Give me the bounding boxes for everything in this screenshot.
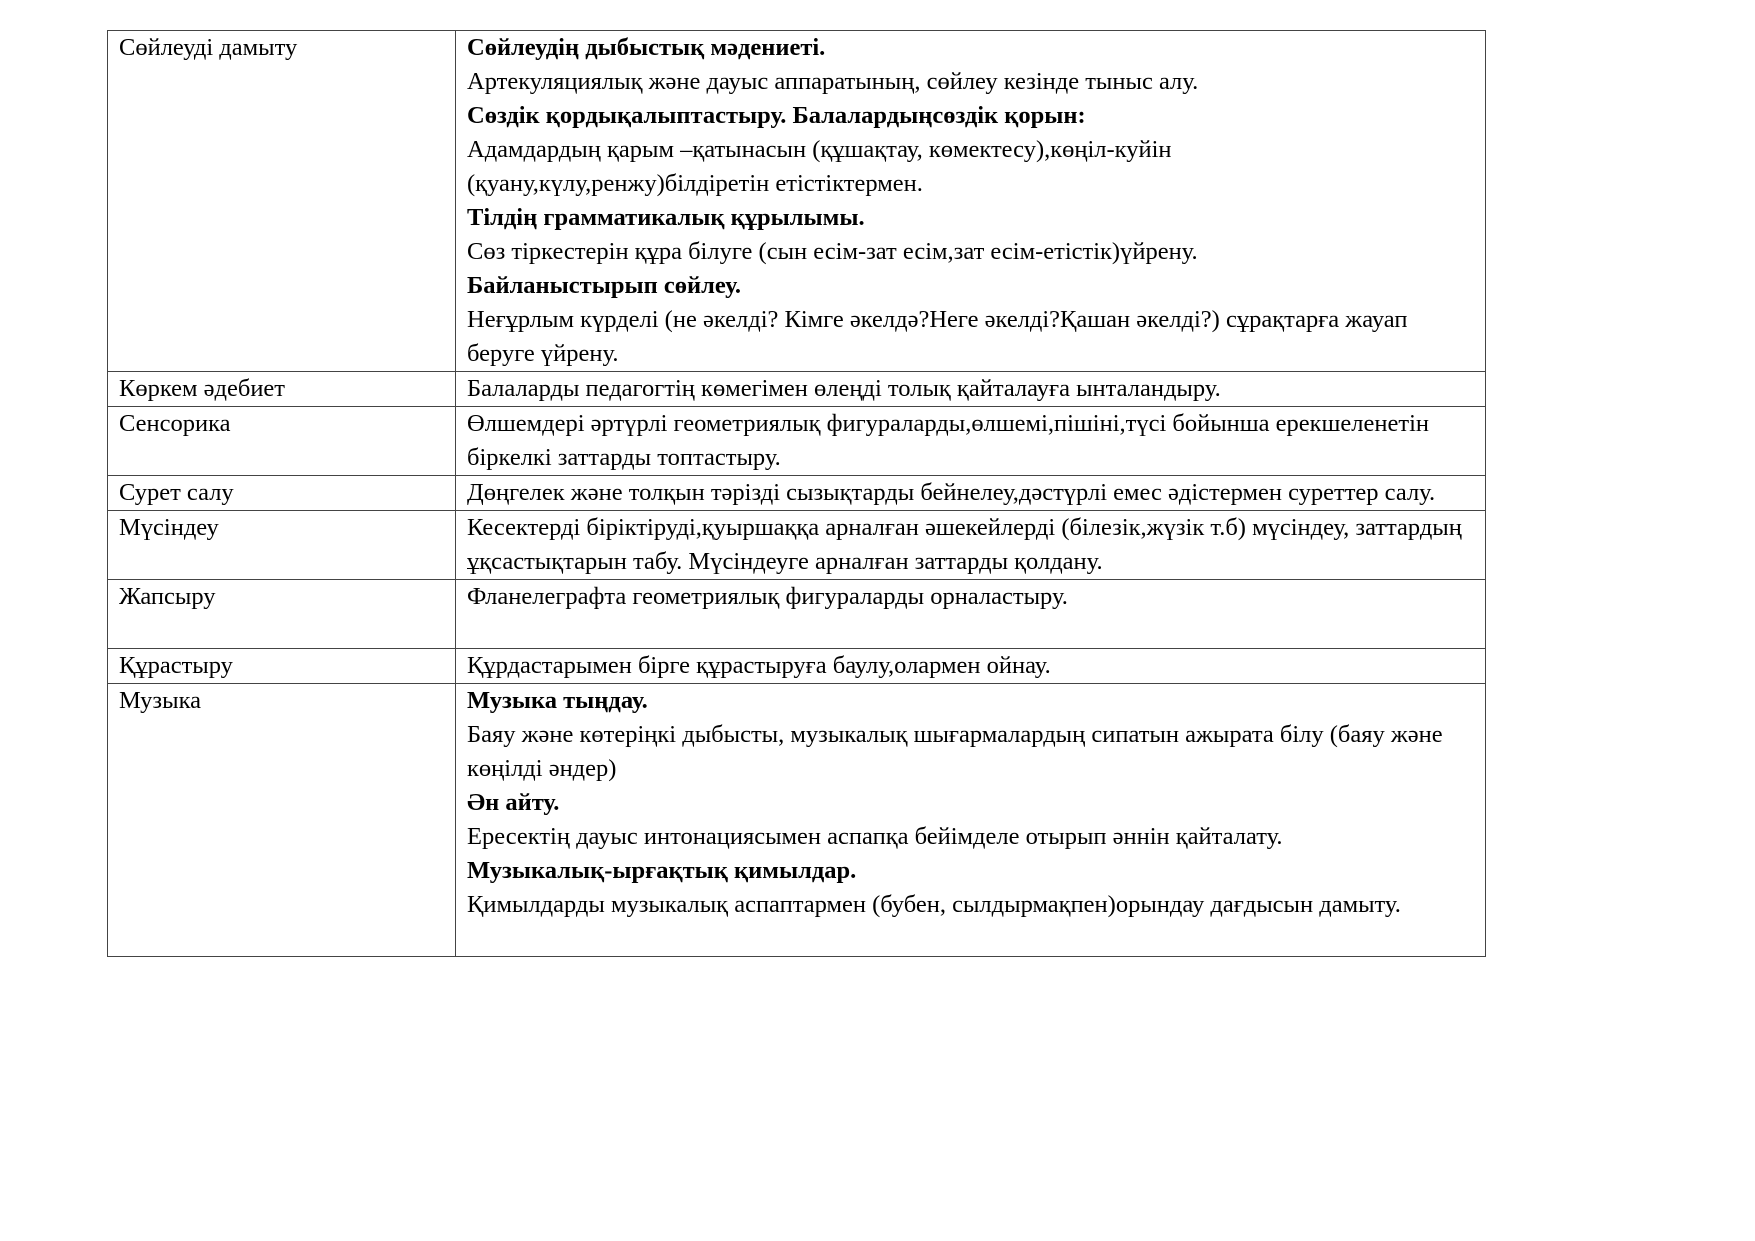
subject-cell: Музыка (108, 684, 456, 957)
section-heading: Байланыстырып сөйлеу. (467, 272, 742, 299)
content-text: Құрдастарымен бірге құрастыруға баулу,олармен ойнау. (467, 652, 1051, 679)
table-row (108, 476, 1486, 511)
content-text: Сөз тіркестерін құра білуге (сын есім-зат есім,зат есім-етістік)үйрену. (467, 238, 1198, 265)
content-cell (456, 31, 1486, 372)
content-cell (456, 684, 1486, 957)
subject-cell: Сурет салу (108, 476, 456, 511)
content-cell (456, 476, 1486, 511)
content-text: Өлшемдері әртүрлі геометриялық фигураларды,өлшемі,пішіні,түсі бойынша ерекшеленетін біркелкі заттарды топтастыру. (467, 410, 1430, 471)
content-text: Ересектің дауыс интонациясымен аспапқа бейімделе отырып әннін қайталату. (467, 823, 1283, 850)
content-text: Дөңгелек және толқын тәрізді сызықтарды бейнелеу,дәстүрлі емес әдістермен суреттер салу. (467, 479, 1436, 506)
table-row (108, 407, 1486, 476)
subject-cell: Көркем әдебиет (108, 372, 456, 407)
content-cell (456, 407, 1486, 476)
content-cell (456, 649, 1486, 684)
section-heading: Сөйлеудің дыбыстық мәдениеті. (467, 34, 826, 61)
table-row (108, 31, 1486, 372)
content-cell (456, 511, 1486, 580)
section-heading: Музыкалық-ырғақтық қимылдар. (467, 857, 857, 884)
section-heading: Сөздік қордықалыптастыру. Балалардыңсөздік қорын: (467, 102, 1086, 129)
table-row (108, 684, 1486, 957)
content-text: Артекуляциялық және дауыс аппаратының, сөйлеу кезінде тыныс алу. (467, 68, 1199, 95)
content-text: Балаларды педагогтің көмегімен өлеңді толық қайталауға ынталандыру. (467, 375, 1221, 402)
curriculum-table (107, 30, 1486, 957)
table-row (108, 511, 1486, 580)
content-text: Неғұрлым күрделі (не әкелді? Кімге әкелдә?Неге әкелді?Қашан әкелді?) сұрақтарға жауап беруге үйрену. (467, 306, 1408, 367)
section-heading: Тілдің грамматикалық құрылымы. (467, 204, 865, 231)
subject-cell: Жапсыру (108, 580, 456, 649)
subject-cell: Сенсорика (108, 407, 456, 476)
section-heading: Музыка тыңдау. (467, 687, 648, 714)
blank-line (467, 614, 1465, 648)
table-row (108, 372, 1486, 407)
content-cell (456, 580, 1486, 649)
subject-cell: Сөйлеуді дамыту (108, 31, 456, 372)
section-heading: Ән айту. (467, 789, 560, 816)
content-text: Адамдардың қарым –қатынасын (құшақтау, көмектесу),көңіл-куйін (қуану,күлу,ренжу)білдіретін етістіктермен. (467, 136, 1172, 197)
content-text: Баяу және көтеріңкі дыбысты, музыкалық шығармалардың сипатын ажырата білу (баяу және көңілді әндер) (467, 721, 1443, 782)
curriculum-table-body (108, 31, 1486, 957)
table-row (108, 580, 1486, 649)
content-text: Фланелеграфта геометриялық фигураларды орналастыру. (467, 583, 1068, 610)
content-cell (456, 372, 1486, 407)
content-text: Қимылдарды музыкалық аспаптармен (бубен, сылдырмақпен)орындау дағдысын дамыту. (467, 891, 1401, 918)
blank-line (467, 922, 1465, 956)
table-row (108, 649, 1486, 684)
content-text: Кесектерді біріктіруді,қуыршаққа арналған әшекейлерді (білезік,жүзік т.б) мүсіндеу, заттардың ұқсастықтарын табу. Мүсіндеуге арналған заттарды қолдану. (467, 514, 1462, 575)
subject-cell: Құрастыру (108, 649, 456, 684)
subject-cell: Мүсіндеу (108, 511, 456, 580)
